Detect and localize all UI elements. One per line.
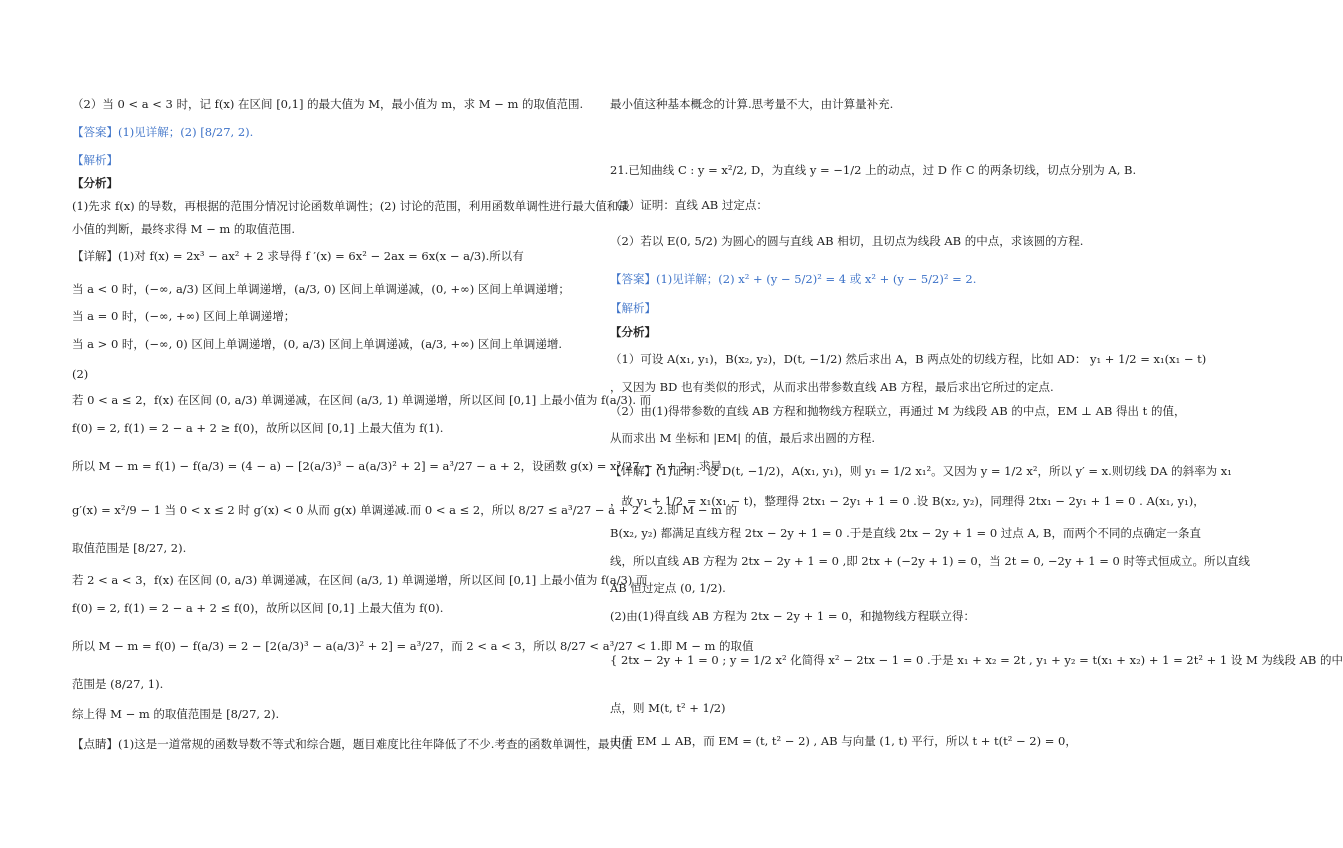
detail-line: f(0) = 2, f(1) = 2 − a + 2 ≤ f(0)，故所以区间 [0,1] 上最大值为 f(0). [72,601,444,615]
answer-label: 【答案】(1)见详解；(2) x² + (y − 5/2)² = 4 或 x² + (y − 5/2)² = 2. [610,272,977,286]
fenxi-heading: 【分析】 [72,176,118,190]
detail-line: 若 2 < a < 3，f(x) 在区间 (0, a/3) 单调递减，在区间 (a/3, 1) 单调递增，所以区间 [0,1] 上最小值为 f(a/3) 而 [72,573,648,587]
detail-line: f(0) = 2, f(1) = 2 − a + 2 ≥ f(0)，故所以区间 [0,1] 上最大值为 f(1). [72,421,444,435]
fenxi-heading: 【分析】 [610,325,656,339]
paragraph-line: 小值的判断，最终求得 M − m 的取值范围. [72,222,296,236]
detail-line: 当 a > 0 时，(−∞, 0) 区间上单调递增，(0, a/3) 区间上单调递减，(a/3, +∞) 区间上单调递增. [72,337,563,351]
detail-line: ，故 y₁ + 1/2 = x₁(x₁ − t)，整理得 2tx₁ − 2y₁ + 1 = 0 .设 B(x₂, y₂)，同理得 2tx₁ − 2y₁ + 1 = 0 . A(x₁, y₁)， [610,494,1205,508]
detail-line: AB 恒过定点 (0, 1/2). [610,581,726,595]
detail-line: 由于 EM ⊥ AB，而 EM = (t, t² − 2) , AB 与向量 (1, t) 平行，所以 t + t(t² − 2) = 0， [610,734,1077,748]
question-21: 21.已知曲线 C : y = x²/2, D，为直线 y = −1/2 上的动点，过 D 作 C 的两条切线，切点分别为 A, B. [610,163,1137,177]
paragraph-line: 从而求出 M 坐标和 |EM| 的值，最后求出圆的方程. [610,431,875,445]
paragraph-line: （2）由(1)得带参数的直线 AB 方程和抛物线方程联立，再通过 M 为线段 AB 的中点，EM ⊥ AB 得出 t 的值， [610,404,1186,418]
detail-line: 线，所以直线 AB 方程为 2tx − 2y + 1 = 0 ,即 2tx + (−2y + 1) = 0，当 2t = 0, −2y + 1 = 0 时等式恒成立。所以直线 [610,554,1251,568]
paragraph-line: （1）可设 A(x₁, y₁)，B(x₂, y₂)，D(t, −1/2) 然后求出 A，B 两点处的切线方程，比如 AD： y₁ + 1/2 = x₁(x₁ − t) [610,352,1207,366]
detail-line: 若 0 < a ≤ 2，f(x) 在区间 (0, a/3) 单调递减，在区间 (a/3, 1) 单调递增，所以区间 [0,1] 上最小值为 f(a/3). 而 [72,393,652,407]
detail-line: 当 a < 0 时，(−∞, a/3) 区间上单调递增，(a/3, 0) 区间上单调递减，(0, +∞) 区间上单调递增； [72,282,570,296]
remark-line: 【点睛】(1)这是一道常规的函数导数不等式和综合题，题目难度比往年降低了不少.考查的函数单调性，最大值 [72,737,633,751]
analysis-heading: 【解析】 [610,301,656,315]
analysis-heading: 【解析】 [72,153,118,167]
detail-line: 点，则 M(t, t² + 1/2) [610,701,726,715]
paragraph-line: (1)先求 f(x) 的导数，再根据的范围分情况讨论函数单调性；(2) 讨论的范围，利用函数单调性进行最大值和最 [72,199,630,213]
detail-line: 【详解】(1)对 f(x) = 2x³ − ax² + 2 求导得 f ′(x) = 6x² − 2ax = 6x(x − a/3).所以有 [72,249,524,263]
system-line: { 2tx − 2y + 1 = 0 ; y = 1/2 x² 化简得 x² − 2tx − 1 = 0 .于是 x₁ + x₂ = 2t , y₁ + y₂ = t(x₁ + x₂) + 1 = 2t² + 1 设 M 为线段 AB 的中 [610,653,1343,667]
question-part-1: （1）证明：直线 AB 过定点： [610,198,768,212]
detail-line: B(x₂, y₂) 都满足直线方程 2tx − 2y + 1 = 0 .于是直线 2tx − 2y + 1 = 0 过点 A, B，而两个不同的点确定一条直 [610,526,1202,540]
detail-line: 范围是 (8/27, 1). [72,677,164,691]
detail-line: 【详解】(1)证明：设 D(t, −1/2)，A(x₁, y₁)，则 y₁ = 1/2 x₁²。又因为 y = 1/2 x²，所以 y′ = x.则切线 DA 的斜率为 x₁ [610,464,1232,478]
detail-line: 取值范围是 [8/27, 2). [72,541,187,555]
detail-line: 所以 M − m = f(0) − f(a/3) = 2 − [2(a/3)³ − a(a/3)² + 2] = a³/27，而 2 < a < 3，所以 8/27 < a³/27 < 1.即 M − m 的取值 [72,639,754,653]
part-label: (2) [72,367,89,381]
question-part-2: （2）当 0 < a < 3 时，记 f(x) 在区间 [0,1] 的最大值为 M，最小值为 m，求 M − m 的取值范围. [72,97,584,111]
detail-line: 综上得 M − m 的取值范围是 [8/27, 2). [72,707,280,721]
remark-continued: 最小值这种基本概念的计算.思考量不大，由计算量补充. [610,97,894,111]
detail-line: 所以 M − m = f(1) − f(a/3) = (4 − a) − [2(a/3)³ − a(a/3)² + 2] = a³/27 − a + 2，设函数 g(x) = x³/27 − x + 2，求导 [72,459,722,473]
detail-line: (2)由(1)得直线 AB 方程为 2tx − 2y + 1 = 0，和抛物线方程联立得： [610,609,976,623]
detail-line: g′(x) = x²/9 − 1 当 0 < x ≤ 2 时 g′(x) < 0 从而 g(x) 单调递减.而 0 < a ≤ 2，所以 8/27 ≤ a³/27 − a + 2 < 2.即 M − m 的 [72,503,738,517]
answer-label: 【答案】(1)见详解；(2) [8/27, 2). [72,125,254,139]
question-part-2: （2）若以 E(0, 5/2) 为圆心的圆与直线 AB 相切，且切点为线段 AB 的中点，求该圆的方程. [610,234,1084,248]
detail-line: 当 a = 0 时，(−∞, +∞) 区间上单调递增； [72,309,296,323]
paragraph-line: ，又因为 BD 也有类似的形式，从而求出带参数直线 AB 方程，最后求出它所过的定点. [610,380,1054,394]
